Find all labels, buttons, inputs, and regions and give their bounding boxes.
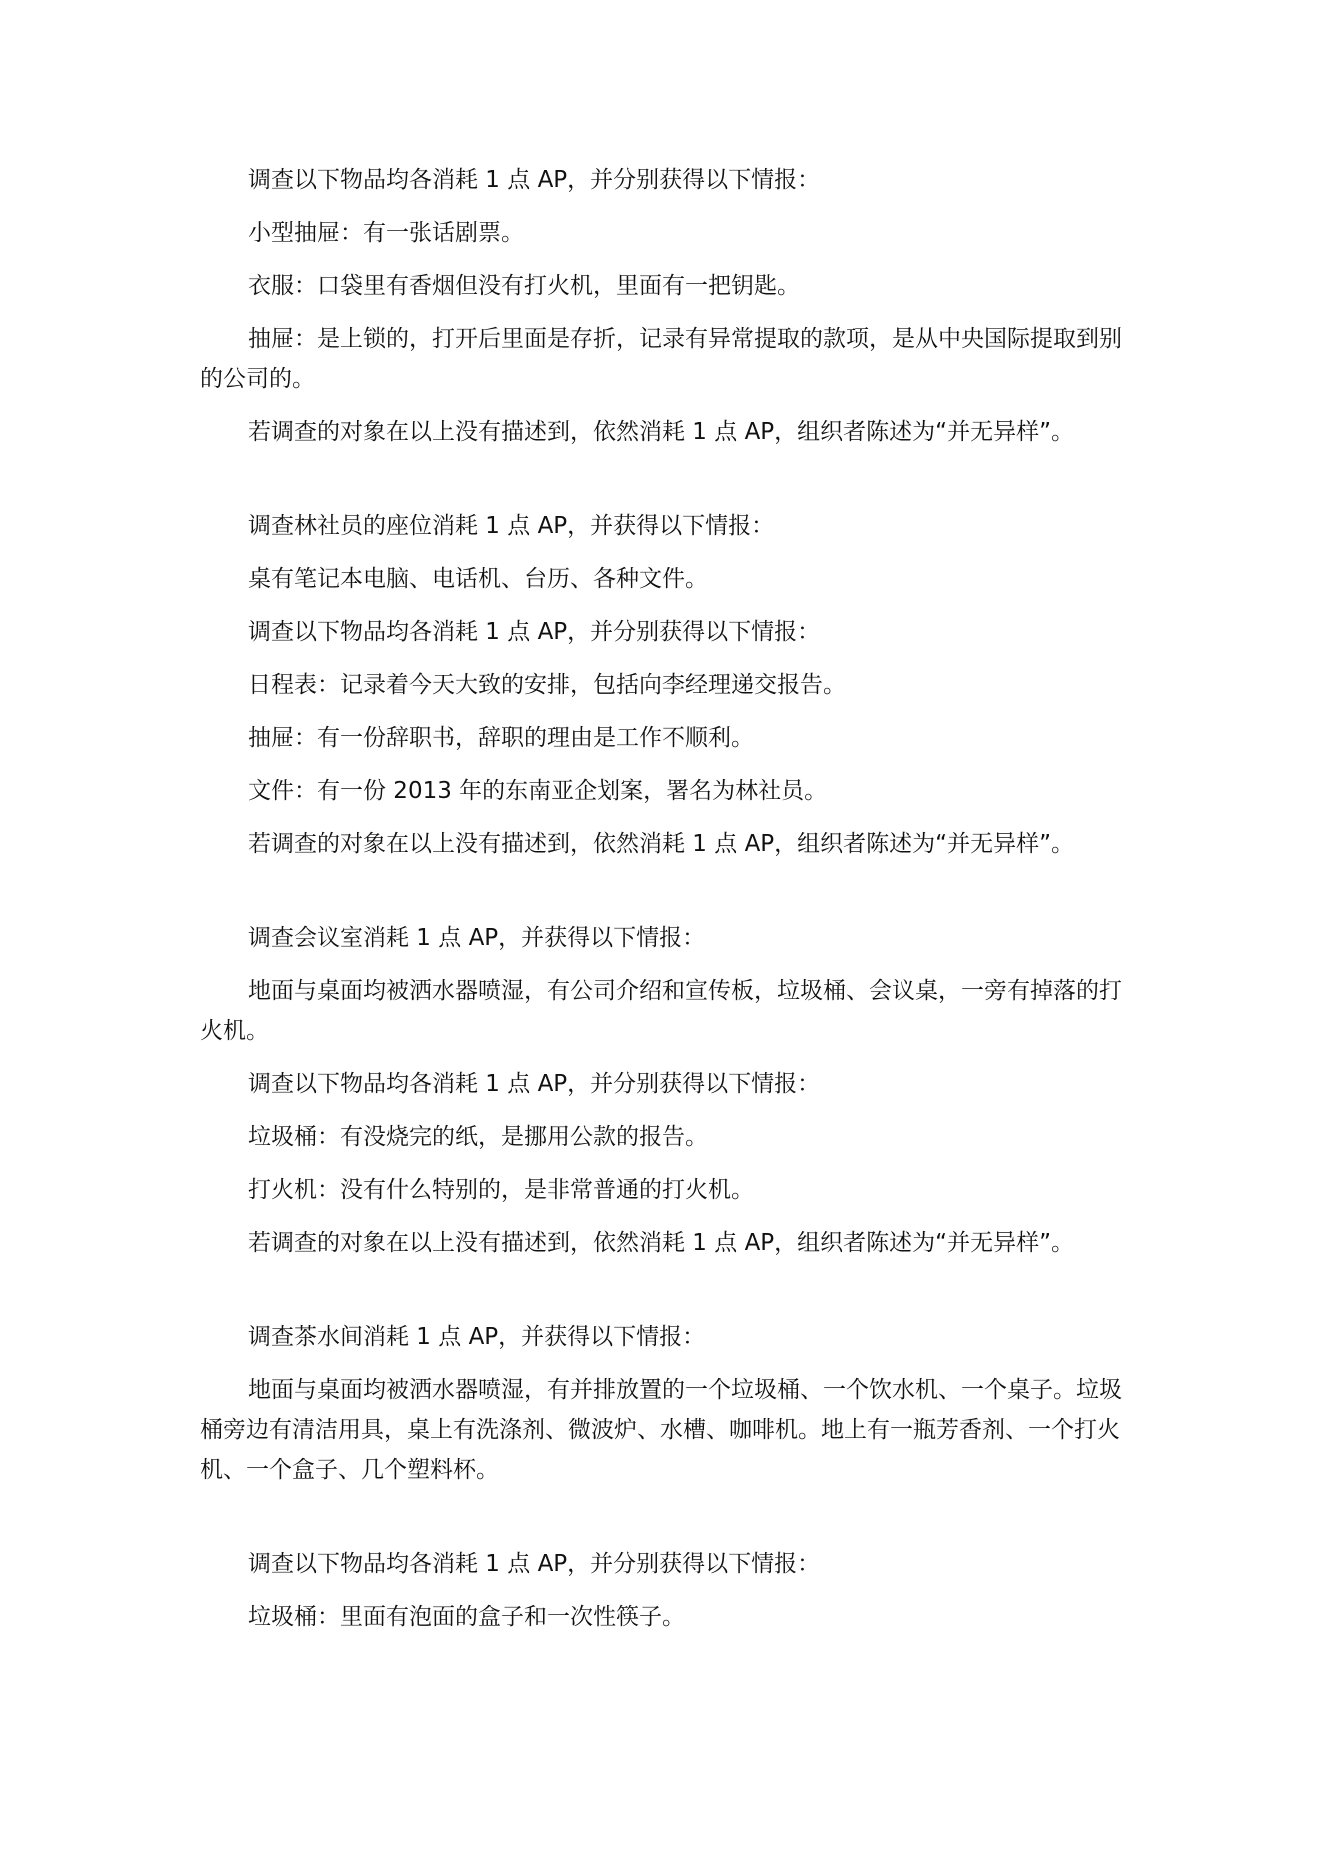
- section-heading: 调查以下物品均各消耗 1 点 AP，并分别获得以下情报：: [248, 1551, 821, 1577]
- paragraph: 地面与桌面均被洒水器喷湿，有并排放置的一个垃圾桶、一个饮水机、一个桌子。垃圾桶旁边有清洁用具，桌上有洗涤剂、微波炉、水槽、咖啡机。地上有一瓶芳香剂、一个打火机、一个盒子、几个塑料杯。: [200, 1377, 1122, 1483]
- paragraph: 若调查的对象在以上没有描述到，依然消耗 1 点 AP，组织者陈述为“并无异样”。: [248, 831, 1075, 857]
- paragraph: 调查以下物品均各消耗 1 点 AP，并分别获得以下情报：: [248, 167, 821, 193]
- paragraph: 抽屉：有一份辞职书，辞职的理由是工作不顺利。: [248, 725, 754, 751]
- paragraph: 垃圾桶：有没烧完的纸，是挪用公款的报告。: [248, 1124, 708, 1150]
- paragraph: 若调查的对象在以上没有描述到，依然消耗 1 点 AP，组织者陈述为“并无异样”。: [248, 1230, 1075, 1256]
- section-heading: 调查会议室消耗 1 点 AP，并获得以下情报：: [248, 925, 706, 951]
- paragraph: 垃圾桶：里面有泡面的盒子和一次性筷子。: [248, 1604, 685, 1630]
- section-heading: 调查茶水间消耗 1 点 AP，并获得以下情报：: [248, 1324, 706, 1350]
- paragraph: 抽屉：是上锁的，打开后里面是存折，记录有异常提取的款项，是从中央国际提取到别的公司的。: [200, 326, 1122, 392]
- paragraph: 调查以下物品均各消耗 1 点 AP，并分别获得以下情报：: [248, 619, 821, 645]
- paragraph: 地面与桌面均被洒水器喷湿，有公司介绍和宣传板，垃圾桶、会议桌，一旁有掉落的打火机。: [200, 978, 1122, 1044]
- paragraph: 桌有笔记本电脑、电话机、台历、各种文件。: [248, 566, 708, 592]
- document-body: [200, 160, 1122, 1637]
- section-heading: 调查林社员的座位消耗 1 点 AP，并获得以下情报：: [248, 513, 775, 539]
- paragraph: 若调查的对象在以上没有描述到，依然消耗 1 点 AP，组织者陈述为“并无异样”。: [248, 419, 1075, 445]
- paragraph: 日程表：记录着今天大致的安排，包括向李经理递交报告。: [248, 672, 846, 698]
- paragraph: 小型抽屉：有一张话剧票。: [248, 220, 524, 246]
- paragraph: 文件：有一份 2013 年的东南亚企划案，署名为林社员。: [248, 778, 828, 804]
- paragraph: 打火机：没有什么特别的，是非常普通的打火机。: [248, 1177, 754, 1203]
- paragraph: 调查以下物品均各消耗 1 点 AP，并分别获得以下情报：: [248, 1071, 821, 1097]
- paragraph: 衣服：口袋里有香烟但没有打火机，里面有一把钥匙。: [248, 273, 800, 299]
